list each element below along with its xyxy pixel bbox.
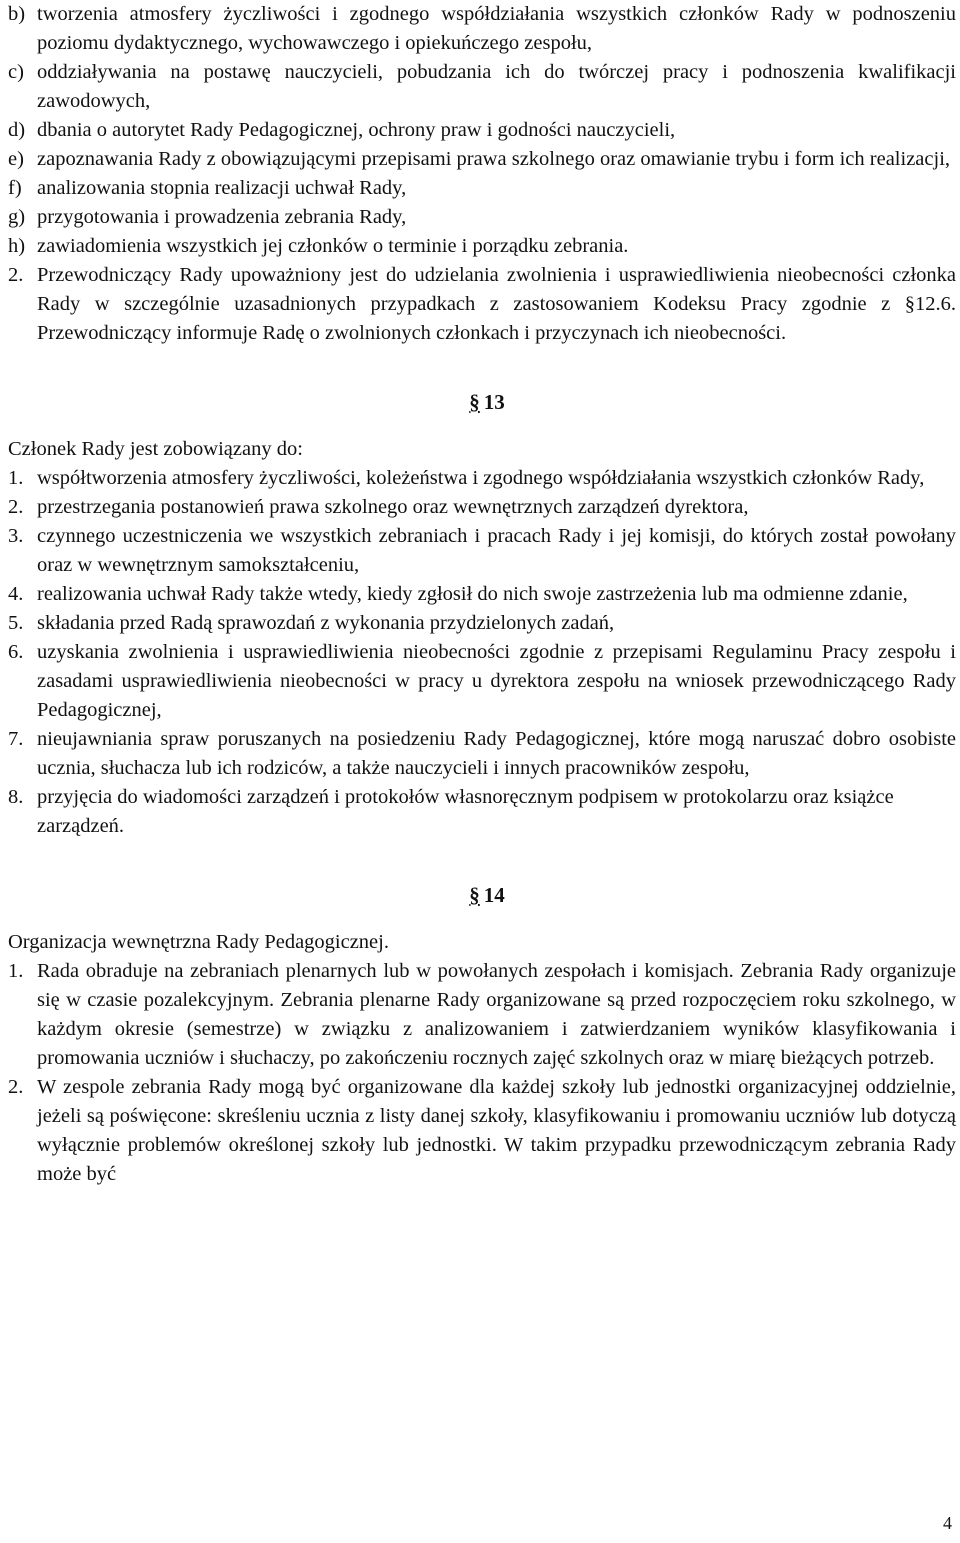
- list-text: zapoznawania Rady z obowiązującymi przepisami prawa szkolnego oraz omawianie trybu i form ich realizacji,: [37, 148, 951, 170]
- list-marker: 2.: [8, 496, 24, 518]
- list-item-d: [8, 116, 956, 145]
- list-marker: g): [8, 206, 26, 228]
- list-item-e: [8, 145, 956, 174]
- list-marker: 5.: [8, 612, 24, 634]
- list-marker: 7.: [8, 728, 24, 750]
- paragraph-text: Przewodniczący Rady upoważniony jest do udzielania zwolnienia i usprawiedliwienia nieobecności członka Rady w szczególnie uzasadnionych przypadkach z zastosowaniem Kodeksu Pracy zgodnie z §12.6. Przewodniczący informuje Radę o zwolnionych członkach i przyczynach ich nieobecności.: [37, 264, 956, 344]
- list-item-c: [8, 58, 956, 116]
- list-item: [8, 580, 956, 609]
- list-marker: 2.: [8, 264, 24, 286]
- list-marker: 8.: [8, 786, 24, 808]
- section-13-heading: [8, 388, 956, 417]
- list-marker: 1.: [8, 960, 24, 982]
- list-marker: h): [8, 235, 26, 257]
- list-item: [8, 957, 956, 1073]
- page-number: 4: [943, 1513, 952, 1533]
- section-13-list: [8, 464, 956, 841]
- list-marker: 1.: [8, 467, 24, 489]
- list-text: składania przed Radą sprawozdań z wykonania przydzielonych zadań,: [37, 612, 615, 634]
- continued-list: [8, 0, 956, 261]
- section-number: 14: [483, 883, 505, 907]
- list-text: przestrzegania postanowień prawa szkolnego oraz wewnętrznych zarządzeń dyrektora,: [37, 496, 749, 518]
- section-symbol: §: [469, 390, 480, 414]
- list-text: przygotowania i prowadzenia zebrania Rady,: [37, 206, 407, 228]
- section-13-intro: Członek Rady jest zobowiązany do:: [8, 438, 303, 460]
- list-text: realizowania uchwał Rady także wtedy, kiedy zgłosił do nich swoje zastrzeżenia lub ma odmienne zdanie,: [37, 583, 908, 605]
- list-item: [8, 522, 956, 580]
- list-text: dbania o autorytet Rady Pedagogicznej, ochrony praw i godności nauczycieli,: [37, 119, 676, 141]
- list-text: oddziaływania na postawę nauczycieli, pobudzania ich do twórczej pracy i podnoszenia kwalifikacji zawodowych,: [37, 61, 956, 112]
- list-marker: c): [8, 61, 24, 83]
- list-marker: 2.: [8, 1076, 24, 1098]
- list-item: [8, 493, 956, 522]
- list-marker: f): [8, 177, 22, 199]
- list-text: Rada obraduje na zebraniach plenarnych lub w powołanych zespołach i komisjach. Zebrania Rady organizuje się w czasie pozalekcyjnym. Zebrania plenarne Rady organizowane są przed rozpoczęciem roku szkolnego, w każdym okresie (semestrze) w związku z analizowaniem i zatwierdzaniem wyników klasyfikowania i promowania uczniów i słuchaczy, po zakończeniu rocznych zajęć szkolnych oraz w miarę bieżących potrzeb.: [37, 960, 956, 1069]
- list-text: nieujawniania spraw poruszanych na posiedzeniu Rady Pedagogicznej, które mogą naruszać dobro osobiste ucznia, słuchacza lub ich rodziców, a także nauczycieli i innych pracowników zespołu,: [37, 728, 956, 779]
- list-marker: 3.: [8, 525, 24, 547]
- list-text: czynnego uczestniczenia we wszystkich zebraniach i pracach Rady i jej komisji, do których został powołany oraz w wewnętrznym samokształceniu,: [37, 525, 956, 576]
- list-marker: b): [8, 3, 26, 25]
- point-2-paragraph: [8, 261, 956, 348]
- list-text: współtworzenia atmosfery życzliwości, koleżeństwa i zgodnego współdziałania wszystkich członków Rady,: [37, 467, 925, 489]
- document-page: [8, 0, 956, 1189]
- list-item: [8, 725, 956, 783]
- section-symbol: §: [469, 883, 480, 907]
- list-item: [8, 609, 956, 638]
- list-item-h: [8, 232, 956, 261]
- section-14-list: [8, 957, 956, 1189]
- list-marker: 6.: [8, 641, 24, 663]
- list-item: [8, 464, 956, 493]
- list-text: uzyskania zwolnienia i usprawiedliwienia nieobecności zgodnie z przepisami Regulaminu Pracy zespołu i zasadami usprawiedliwienia nieobecności w pracy u dyrektora zespołu na wniosek przewodniczącego Rady Pedagogicznej,: [37, 641, 956, 721]
- list-text: analizowania stopnia realizacji uchwał Rady,: [37, 177, 407, 199]
- list-item: [8, 783, 956, 841]
- list-text: przyjęcia do wiadomości zarządzeń i protokołów własnoręcznym podpisem w protokolarzu oraz książce zarządzeń.: [37, 786, 894, 837]
- list-item-g: [8, 203, 956, 232]
- list-item-f: [8, 174, 956, 203]
- section-14-intro: Organizacja wewnętrzna Rady Pedagogicznej.: [8, 931, 389, 953]
- list-marker: 4.: [8, 583, 24, 605]
- list-text: tworzenia atmosfery życzliwości i zgodnego współdziałania wszystkich członków Rady w podnoszeniu poziomu dydaktycznego, wychowawczego i opiekuńczego zespołu,: [37, 3, 956, 54]
- list-item: [8, 1073, 956, 1189]
- list-text: zawiadomienia wszystkich jej członków o terminie i porządku zebrania.: [37, 235, 629, 257]
- list-item: [8, 638, 956, 725]
- section-14-heading: [8, 881, 956, 910]
- list-marker: e): [8, 148, 24, 170]
- list-text: W zespole zebrania Rady mogą być organizowane dla każdej szkoły lub jednostki organizacyjnej oddzielnie, jeżeli są poświęcone: skreśleniu ucznia z listy danej szkoły, klasyfikowaniu i promowaniu uczniów lub dotyczą wyłącznie problemów określonej szkoły lub jednostki. W takim przypadku przewodniczącym zebrania Rady może być: [37, 1076, 956, 1185]
- list-item-b: [8, 0, 956, 58]
- list-marker: d): [8, 119, 26, 141]
- section-number: 13: [483, 390, 505, 414]
